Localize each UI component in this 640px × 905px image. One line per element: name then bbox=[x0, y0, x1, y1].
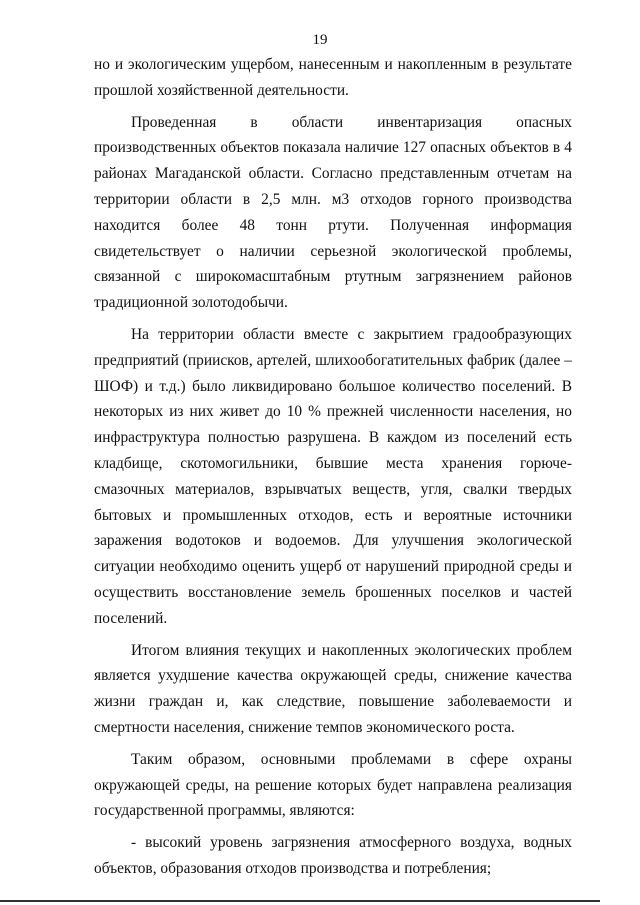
document-body bbox=[94, 52, 572, 888]
paragraph-hazardous-objects: Проведенная в области инвентаризация опасных производственных объектов показала наличие 127 опасных объектов в 4 районах Магаданской области. Согласно представленным отчетам на территории области в 2,5 млн. м3 отходов горного производства находится более 48 тонн ртути. Полученная информация свидетельствует о наличии серьезной экологической проблемы, связанной с широкомасштабным ртутным загрязнением районов традиционной золотодобычи. bbox=[94, 113, 572, 312]
paragraph-consequences: Итогом влияния текущих и накопленных экологических проблем является ухудшение качества окружающей среды, снижение качества жизни граждан и, как следствие, повышение заболеваемости и смертности населения, снижение темпов экономического роста. bbox=[94, 641, 572, 736]
list-item-air-water-waste: - высокий уровень загрязнения атмосферного воздуха, водных объектов, образования отходов производства и потребления; bbox=[94, 834, 572, 877]
paragraph-continuation: но и экологическим ущербом, нанесенным и накопленным в результате прошлой хозяйственной деятельности. bbox=[94, 56, 572, 99]
paragraph-main-problems: Таким образом, основными проблемами в сфере охраны окружающей среды, на решение которых будет направлена реализация государственной программы, являются: bbox=[94, 750, 572, 820]
paragraph-abandoned-settlements: На территории области вместе с закрытием градообразующих предприятий (приисков, артелей, шлихообогатительных фабрик (далее – ШОФ) и т.д.) было ликвидировано большое количество поселений. В некоторых из них живет до 10 % прежней численности населения, но инфраструктура полностью разрушена. В каждом из поселений есть кладбище, скотомогильники, бывшие места хранения горюче-смазочных материалов, взрывчатых веществ, угля, свалки твердых бытовых и промышленных отходов, есть и вероятные источники заражения водотоков и водоемов. Для улучшения экологической ситуации необходимо оценить ущерб от нарушений природной среды и осуществить восстановление земель брошенных поселков и частей поселений. bbox=[94, 325, 572, 627]
page-number: 19 bbox=[312, 32, 328, 48]
bottom-rule bbox=[0, 900, 600, 902]
